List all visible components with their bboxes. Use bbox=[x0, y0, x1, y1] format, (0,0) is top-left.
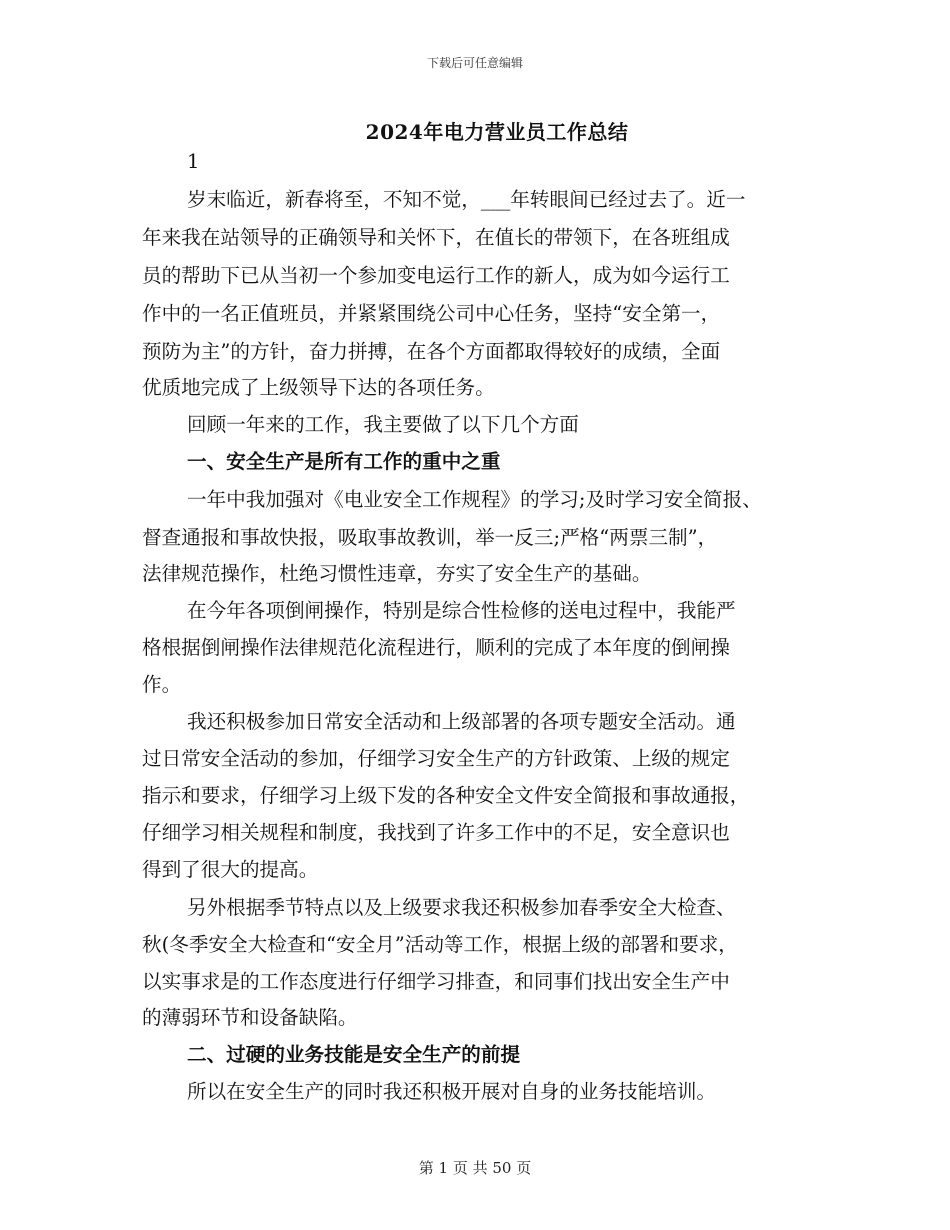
paragraph-line: 得到了很大的提高。 bbox=[142, 858, 319, 881]
section-heading: 二、过硬的业务技能是安全生产的前提 bbox=[187, 1043, 521, 1066]
paragraph-line: 的薄弱环节和设备缺陷。 bbox=[142, 1006, 358, 1029]
paragraph-line: 秋(冬季安全大检查和“安全月”活动等工作，根据上级的部署和要求， bbox=[142, 933, 738, 956]
paragraph-line: 回顾一年来的工作，我主要做了以下几个方面 bbox=[187, 413, 579, 436]
paragraph-line: 年来我在站领导的正确领导和关怀下，在值长的带领下，在各班组成 bbox=[142, 226, 730, 249]
paragraph-line: 所以在安全生产的同时我还积极开展对自身的业务技能培训。 bbox=[187, 1080, 717, 1103]
paragraph-line: 仔细学习相关规程和制度，我找到了许多工作中的不足，安全意识也 bbox=[142, 821, 730, 844]
paragraph-line: 员的帮助下已从当初一个参加变电运行工作的新人，成为如今运行工 bbox=[142, 264, 730, 287]
paragraph-line: 指示和要求，仔细学习上级下发的各种安全文件安全简报和事故通报， bbox=[142, 784, 750, 807]
paragraph-line: 以实事求是的工作态度进行仔细学习排查，和同事们找出安全生产中 bbox=[142, 970, 730, 993]
paragraph-line: 格根据倒闸操作法律规范化流程进行，顺利的完成了本年度的倒闸操 bbox=[142, 636, 730, 659]
paragraph-line: 督查通报和事故快报，吸取事故教训，举一反三;严格“两票三制”， bbox=[142, 526, 718, 549]
header-note: 下载后可任意编辑 bbox=[426, 56, 523, 70]
paragraph-line: 一年中我加强对《电业安全工作规程》的学习;及时学习安全简报、 bbox=[187, 488, 762, 511]
section-number: 1 bbox=[187, 150, 200, 173]
page-footer: 第 1 页 共 50 页 bbox=[418, 1159, 532, 1177]
paragraph-line: 我还积极参加日常安全活动和上级部署的各项专题安全活动。通 bbox=[187, 710, 736, 733]
paragraph-line: 作中的一名正值班员，并紧紧围绕公司中心任务，坚持“安全第一， bbox=[142, 302, 721, 325]
document-title: 2024年电力营业员工作总结 bbox=[365, 120, 629, 144]
paragraph-line: 预防为主”的方针，奋力拼搏，在各个方面都取得较好的成绩，全面 bbox=[142, 340, 721, 363]
section-heading: 一、安全生产是所有工作的重中之重 bbox=[187, 450, 501, 473]
paragraph-line: 法律规范操作，杜绝习惯性违章，夯实了安全生产的基础。 bbox=[142, 562, 652, 585]
paragraph-line: 在今年各项倒闸操作，特别是综合性检修的送电过程中，我能严 bbox=[187, 599, 736, 622]
paragraph-line: 优质地完成了上级领导下达的各项任务。 bbox=[142, 376, 495, 399]
paragraph-line: 岁末临近，新春将至，不知不觉，___年转眼间已经过去了。近一 bbox=[187, 188, 746, 211]
paragraph-line: 另外根据季节特点以及上级要求我还积极参加春季安全大检查、 bbox=[187, 896, 736, 919]
paragraph-line: 过日常安全活动的参加，仔细学习安全生产的方针政策、上级的规定 bbox=[142, 747, 730, 770]
paragraph-line: 作。 bbox=[142, 673, 182, 696]
